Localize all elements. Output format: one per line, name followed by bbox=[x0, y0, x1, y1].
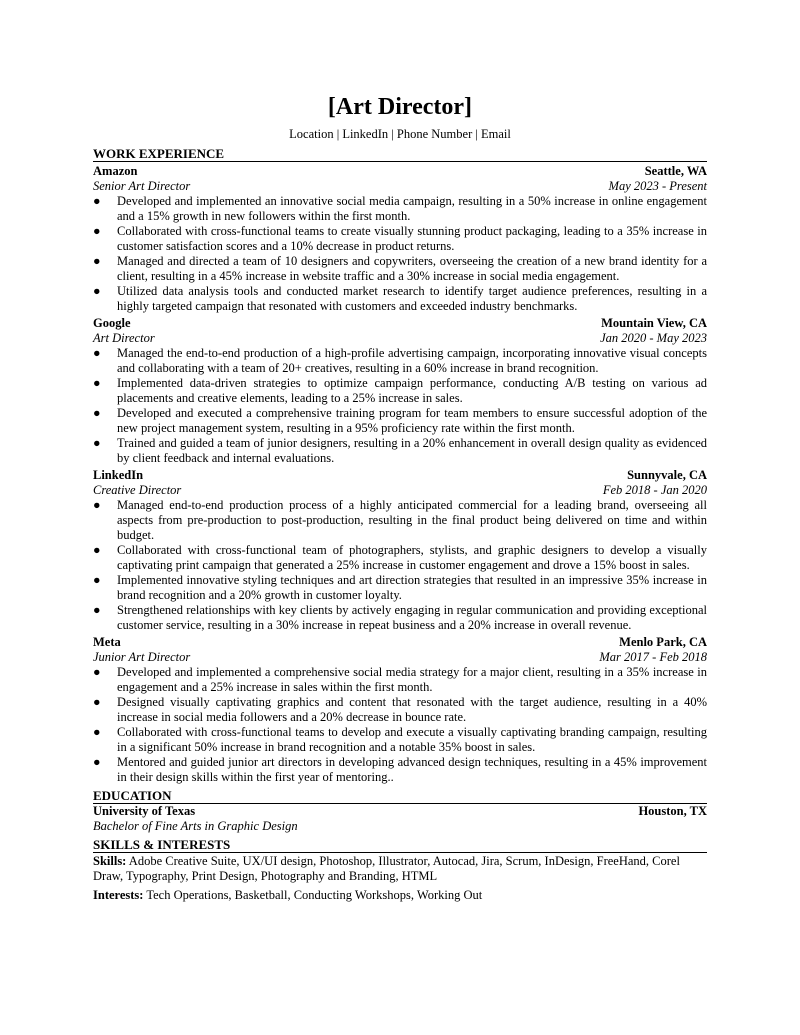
bullet-icon: ● bbox=[93, 346, 101, 360]
work-experience-heading: WORK EXPERIENCE bbox=[93, 146, 707, 162]
interests-line bbox=[93, 888, 707, 903]
skills-label: Skills: bbox=[93, 854, 127, 868]
bullet-text: Implemented innovative styling techniques and art direction strategies that resulted in an impressive 35% increase in brand recognition and a 20% growth in customer loyalty. bbox=[117, 573, 707, 602]
bullet-icon: ● bbox=[93, 573, 101, 587]
job-header bbox=[93, 316, 707, 331]
school-location: Houston, TX bbox=[638, 804, 707, 818]
job-header bbox=[93, 164, 707, 179]
job-title: Art Director bbox=[93, 331, 155, 345]
bullet-icon: ● bbox=[93, 254, 101, 268]
bullet-item bbox=[93, 224, 707, 254]
bullet-icon: ● bbox=[93, 498, 101, 512]
job-subheader bbox=[93, 483, 707, 498]
job-title: Senior Art Director bbox=[93, 179, 191, 193]
education-heading: EDUCATION bbox=[93, 788, 707, 804]
contact-line: Location | LinkedIn | Phone Number | Email bbox=[289, 127, 511, 141]
job-subheader bbox=[93, 179, 707, 194]
job-subheader bbox=[93, 331, 707, 346]
bullet-item bbox=[93, 194, 707, 224]
school-name: University of Texas bbox=[93, 804, 196, 818]
bullet-text: Developed and implemented a comprehensive social media strategy for a major client, resulting in a 35% increase in engagement and a 25% increase in sales within the first month. bbox=[117, 665, 707, 694]
job-subheader bbox=[93, 650, 707, 665]
bullet-item bbox=[93, 376, 707, 406]
bullet-item bbox=[93, 498, 707, 543]
bullet-text: Managed end-to-end production process of a highly anticipated commercial for a leading brand, overseeing all aspects from pre-production to post-production, resulting in the final product being delivered on time and within budget. bbox=[117, 498, 707, 542]
bullet-item bbox=[93, 284, 707, 314]
work-experience-list bbox=[93, 164, 707, 785]
interests-text: Tech Operations, Basketball, Conducting Workshops, Working Out bbox=[143, 888, 483, 902]
bullet-item bbox=[93, 406, 707, 436]
candidate-name: [Art Director] bbox=[327, 94, 473, 120]
bullet-text: Collaborated with cross-functional teams to create visually stunning product packaging, leading to a 35% increase in customer satisfaction scores and a 10% decrease in product returns. bbox=[117, 224, 707, 253]
bullet-text: Implemented data-driven strategies to optimize campaign performance, conducting A/B testing on various ad placements and creative elements, leading to a 25% increase in sales. bbox=[117, 376, 707, 405]
job-dates: May 2023 - Present bbox=[608, 179, 707, 193]
job-entry bbox=[93, 468, 707, 633]
bullet-icon: ● bbox=[93, 543, 101, 557]
job-location: Menlo Park, CA bbox=[619, 635, 707, 649]
job-entry bbox=[93, 635, 707, 785]
job-header bbox=[93, 468, 707, 483]
bullet-icon: ● bbox=[93, 376, 101, 390]
job-bullets bbox=[93, 346, 707, 466]
company-name: LinkedIn bbox=[93, 468, 144, 482]
bullet-item bbox=[93, 543, 707, 573]
bullet-text: Utilized data analysis tools and conducted market research to identify target audience preferences, resulting in a highly targeted campaign that resonated with customers and exceeded industry benchmarks. bbox=[117, 284, 707, 313]
bullet-icon: ● bbox=[93, 725, 101, 739]
job-title: Junior Art Director bbox=[93, 650, 191, 664]
bullet-icon: ● bbox=[93, 224, 101, 238]
skills-heading: SKILLS & INTERESTS bbox=[93, 837, 707, 853]
bullet-item bbox=[93, 695, 707, 725]
bullet-item bbox=[93, 725, 707, 755]
bullet-text: Collaborated with cross-functional team of photographers, stylists, and graphic designers to develop a visually captivating print campaign that generated a 25% increase in customer engagement and drove a 15% boost in sales. bbox=[117, 543, 707, 572]
bullet-icon: ● bbox=[93, 436, 101, 450]
job-header bbox=[93, 635, 707, 650]
bullet-text: Collaborated with cross-functional teams to develop and execute a visually captivating branding campaign, resulting in a significant 50% increase in brand recognition and a notable 35% boost in sales. bbox=[117, 725, 707, 754]
company-name: Amazon bbox=[93, 164, 138, 178]
bullet-item bbox=[93, 603, 707, 633]
bullet-icon: ● bbox=[93, 695, 101, 709]
bullet-icon: ● bbox=[93, 406, 101, 420]
interests-label: Interests: bbox=[93, 888, 144, 902]
bullet-item bbox=[93, 436, 707, 466]
bullet-text: Mentored and guided junior art directors in developing advanced design techniques, resulting in a 45% improvement in their design skills within the first year of mentoring.. bbox=[117, 755, 707, 784]
job-entry bbox=[93, 316, 707, 466]
resume-page bbox=[93, 92, 707, 903]
job-bullets bbox=[93, 194, 707, 314]
job-bullets bbox=[93, 665, 707, 785]
bullet-text: Developed and executed a comprehensive training program for team members to ensure successful adoption of the new project management system, resulting in a 95% proficiency rate within the first month. bbox=[117, 406, 707, 435]
skills-line bbox=[93, 854, 707, 884]
bullet-text: Developed and implemented an innovative social media campaign, resulting in a 50% increase in online engagement and a 15% growth in new followers within the first month. bbox=[117, 194, 707, 223]
bullet-item bbox=[93, 665, 707, 695]
bullet-item bbox=[93, 755, 707, 785]
job-location: Mountain View, CA bbox=[601, 316, 707, 330]
education-header bbox=[93, 804, 707, 819]
job-dates: Feb 2018 - Jan 2020 bbox=[602, 483, 707, 497]
skills-text: Adobe Creative Suite, UX/UI design, Photoshop, Illustrator, Autocad, Jira, Scrum, InDesign, FreeHand, Corel Draw, Typography, Print Design, Photography and Branding, HTML bbox=[93, 854, 680, 883]
bullet-icon: ● bbox=[93, 194, 101, 208]
job-dates: Jan 2020 - May 2023 bbox=[600, 331, 707, 345]
degree-row bbox=[93, 819, 707, 834]
bullet-text: Strengthened relationships with key clients by actively engaging in regular communication and providing exceptional customer service, resulting in a 30% increase in repeat business and a 20% increase in overall revenue. bbox=[117, 603, 707, 632]
bullet-text: Trained and guided a team of junior designers, resulting in a 20% enhancement in overall design quality as evidenced by client feedback and internal evaluations. bbox=[117, 436, 707, 465]
job-title: Creative Director bbox=[93, 483, 182, 497]
job-bullets bbox=[93, 498, 707, 633]
bullet-text: Managed the end-to-end production of a high-profile advertising campaign, incorporating innovative visual concepts and collaborating with a team of 20+ creatives, resulting in a 60% increase in brand recognition. bbox=[117, 346, 707, 375]
degree: Bachelor of Fine Arts in Graphic Design bbox=[93, 819, 298, 833]
job-entry bbox=[93, 164, 707, 314]
bullet-icon: ● bbox=[93, 755, 101, 769]
bullet-icon: ● bbox=[93, 603, 101, 617]
bullet-item bbox=[93, 346, 707, 376]
job-location: Seattle, WA bbox=[644, 164, 707, 178]
bullet-text: Designed visually captivating graphics and content that resonated with the target audience, resulting in a 40% increase in social media followers and a 20% decrease in bounce rate. bbox=[117, 695, 707, 724]
bullet-icon: ● bbox=[93, 284, 101, 298]
job-location: Sunnyvale, CA bbox=[627, 468, 707, 482]
company-name: Meta bbox=[93, 635, 121, 649]
bullet-text: Managed and directed a team of 10 designers and copywriters, overseeing the creation of a new brand identity for a client, resulting in a 45% increase in website traffic and a 30% increase in social media engagement. bbox=[117, 254, 707, 283]
company-name: Google bbox=[93, 316, 131, 330]
bullet-item bbox=[93, 254, 707, 284]
job-dates: Mar 2017 - Feb 2018 bbox=[599, 650, 707, 664]
bullet-item bbox=[93, 573, 707, 603]
bullet-icon: ● bbox=[93, 665, 101, 679]
